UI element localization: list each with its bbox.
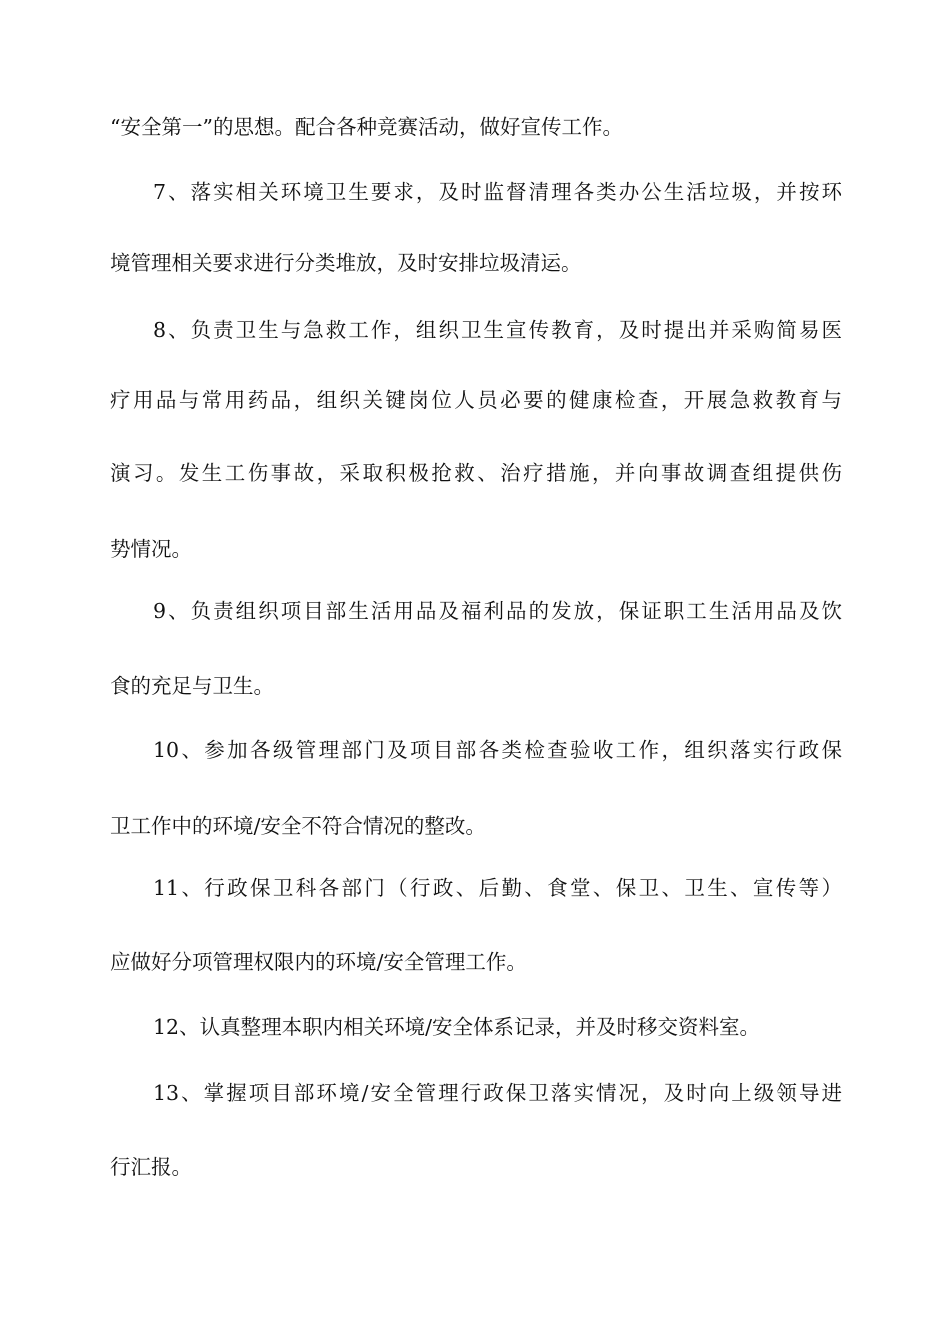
text-line: 10、参加各级管理部门及项目部各类检查验收工作，组织落实行政保: [153, 738, 842, 762]
text-line: 境管理相关要求进行分类堆放，及时安排垃圾清运。: [110, 251, 582, 275]
text-line: 卫工作中的环境/安全不符合情况的整改。: [110, 814, 486, 838]
text-line: 势情况。: [110, 537, 192, 561]
text-line: 食的充足与卫生。: [110, 674, 274, 698]
text-line: 9、负责组织项目部生活用品及福利品的发放，保证职工生活用品及饮: [153, 599, 842, 623]
text-line: 行汇报。: [110, 1155, 192, 1179]
text-line: 11、行政保卫科各部门（行政、后勤、食堂、保卫、卫生、宣传等）: [153, 876, 842, 900]
text-line: 12、认真整理本职内相关环境/安全体系记录，并及时移交资料室。: [153, 1015, 760, 1039]
text-line: 13、掌握项目部环境/安全管理行政保卫落实情况，及时向上级领导进: [153, 1081, 842, 1105]
text-line: 演习。发生工伤事故，采取积极抢救、治疗措施，并向事故调查组提供伤: [110, 461, 842, 485]
text-line: 8、负责卫生与急救工作，组织卫生宣传教育，及时提出并采购简易医: [153, 318, 842, 342]
text-line: 应做好分项管理权限内的环境/安全管理工作。: [110, 950, 527, 974]
text-line: 疗用品与常用药品，组织关键岗位人员必要的健康检查，开展急救教育与: [110, 388, 842, 412]
text-line: 7、落实相关环境卫生要求，及时监督清理各类办公生活垃圾，并按环: [153, 180, 842, 204]
text-line: “安全第一”的思想。配合各种竞赛活动，做好宣传工作。: [110, 115, 623, 139]
